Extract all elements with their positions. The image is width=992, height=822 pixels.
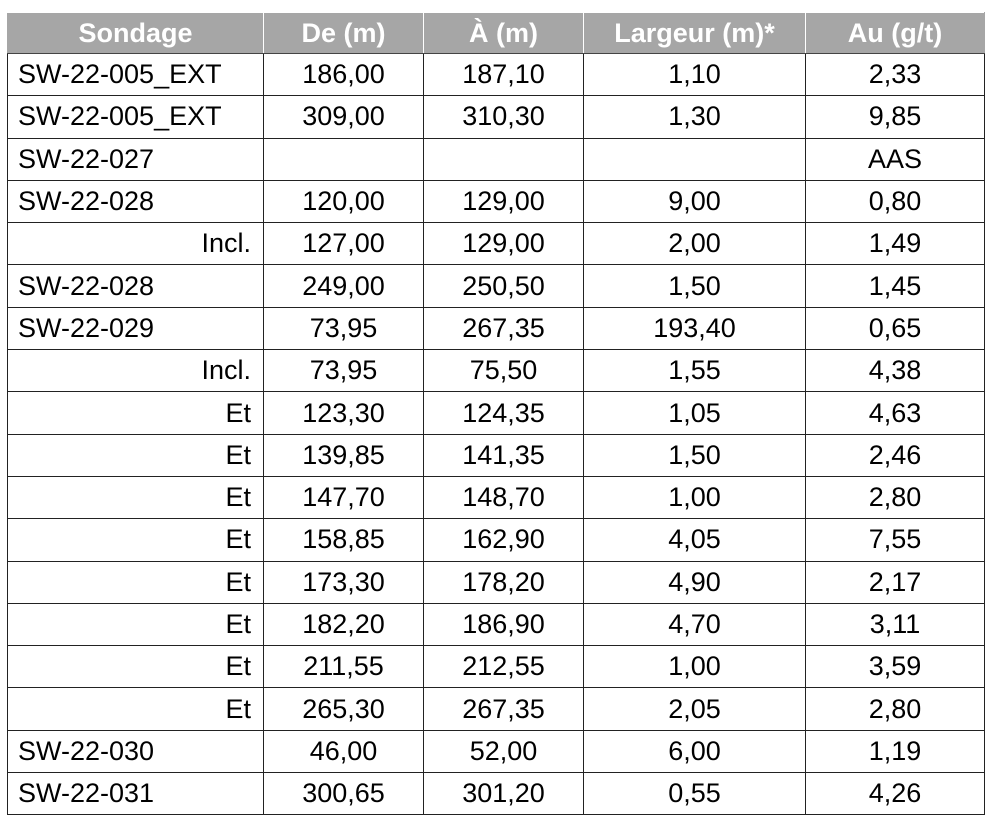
cell-gold-grade: 3,59 [806, 646, 985, 688]
cell-from: 300,65 [264, 773, 424, 815]
cell-gold-grade: 3,11 [806, 603, 985, 645]
cell-gold-grade: 7,55 [806, 519, 985, 561]
cell-sondage: SW-22-005_EXT [8, 54, 264, 96]
cell-gold-grade: 0,65 [806, 307, 985, 349]
cell-gold-grade: 9,85 [806, 96, 985, 138]
cell-to: 250,50 [424, 265, 584, 307]
table-row [8, 434, 985, 476]
cell-width: 1,00 [584, 476, 806, 518]
cell-to: 267,35 [424, 688, 584, 730]
cell-sondage: Et [8, 561, 264, 603]
cell-sondage: SW-22-028 [8, 180, 264, 222]
table-row [8, 730, 985, 772]
cell-to: 52,00 [424, 730, 584, 772]
cell-to: 129,00 [424, 180, 584, 222]
cell-width: 193,40 [584, 307, 806, 349]
cell-gold-grade: 2,80 [806, 688, 985, 730]
drill-results-table [7, 12, 985, 815]
table-row [8, 773, 985, 815]
cell-gold-grade: 4,63 [806, 392, 985, 434]
cell-sondage: Incl. [8, 350, 264, 392]
table-row [8, 688, 985, 730]
table-row [8, 180, 985, 222]
cell-sondage: SW-22-029 [8, 307, 264, 349]
cell-gold-grade: 2,80 [806, 476, 985, 518]
cell-width [584, 138, 806, 180]
cell-width: 6,00 [584, 730, 806, 772]
table-row [8, 519, 985, 561]
table-row [8, 223, 985, 265]
cell-width: 1,55 [584, 350, 806, 392]
cell-to: 187,10 [424, 54, 584, 96]
cell-from: 249,00 [264, 265, 424, 307]
cell-sondage: Et [8, 646, 264, 688]
cell-to: 301,20 [424, 773, 584, 815]
cell-sondage: SW-22-027 [8, 138, 264, 180]
cell-from: 73,95 [264, 307, 424, 349]
cell-from [264, 138, 424, 180]
cell-from: 182,20 [264, 603, 424, 645]
cell-from: 46,00 [264, 730, 424, 772]
header-sondage: Sondage [8, 13, 264, 54]
header-to: À (m) [424, 13, 584, 54]
table-row [8, 646, 985, 688]
cell-from: 309,00 [264, 96, 424, 138]
cell-width: 4,90 [584, 561, 806, 603]
cell-gold-grade: 4,38 [806, 350, 985, 392]
drill-results-table-container [7, 12, 984, 815]
cell-width: 4,05 [584, 519, 806, 561]
cell-from: 211,55 [264, 646, 424, 688]
cell-from: 127,00 [264, 223, 424, 265]
cell-sondage: Incl. [8, 223, 264, 265]
header-width: Largeur (m)* [584, 13, 806, 54]
cell-width: 0,55 [584, 773, 806, 815]
cell-gold-grade: 2,46 [806, 434, 985, 476]
table-row [8, 138, 985, 180]
cell-gold-grade: 1,49 [806, 223, 985, 265]
cell-sondage: Et [8, 603, 264, 645]
cell-from: 265,30 [264, 688, 424, 730]
table-row [8, 307, 985, 349]
cell-gold-grade: 2,17 [806, 561, 985, 603]
cell-gold-grade: 0,80 [806, 180, 985, 222]
cell-sondage: SW-22-028 [8, 265, 264, 307]
table-row [8, 350, 985, 392]
cell-from: 123,30 [264, 392, 424, 434]
cell-width: 2,05 [584, 688, 806, 730]
table-row [8, 603, 985, 645]
cell-width: 1,05 [584, 392, 806, 434]
table-row [8, 561, 985, 603]
cell-to: 124,35 [424, 392, 584, 434]
cell-gold-grade: 1,45 [806, 265, 985, 307]
table-body [8, 54, 985, 815]
cell-sondage: Et [8, 519, 264, 561]
table-row [8, 54, 985, 96]
cell-to: 212,55 [424, 646, 584, 688]
cell-width: 2,00 [584, 223, 806, 265]
cell-from: 139,85 [264, 434, 424, 476]
cell-width: 4,70 [584, 603, 806, 645]
cell-width: 9,00 [584, 180, 806, 222]
cell-sondage: SW-22-005_EXT [8, 96, 264, 138]
cell-width: 1,10 [584, 54, 806, 96]
cell-from: 158,85 [264, 519, 424, 561]
cell-sondage: SW-22-030 [8, 730, 264, 772]
cell-to: 148,70 [424, 476, 584, 518]
cell-to: 178,20 [424, 561, 584, 603]
cell-width: 1,50 [584, 265, 806, 307]
cell-gold-grade: 4,26 [806, 773, 985, 815]
cell-sondage: Et [8, 434, 264, 476]
cell-width: 1,30 [584, 96, 806, 138]
cell-to: 75,50 [424, 350, 584, 392]
table-row [8, 392, 985, 434]
cell-sondage: Et [8, 392, 264, 434]
cell-to [424, 138, 584, 180]
table-header [8, 13, 985, 54]
table-row [8, 96, 985, 138]
cell-to: 141,35 [424, 434, 584, 476]
cell-from: 73,95 [264, 350, 424, 392]
cell-to: 310,30 [424, 96, 584, 138]
cell-width: 1,00 [584, 646, 806, 688]
cell-sondage: Et [8, 476, 264, 518]
cell-from: 173,30 [264, 561, 424, 603]
cell-to: 129,00 [424, 223, 584, 265]
cell-gold-grade: 2,33 [806, 54, 985, 96]
cell-width: 1,50 [584, 434, 806, 476]
cell-from: 120,00 [264, 180, 424, 222]
table-row [8, 476, 985, 518]
cell-to: 267,35 [424, 307, 584, 349]
cell-to: 162,90 [424, 519, 584, 561]
cell-gold-grade: AAS [806, 138, 985, 180]
cell-gold-grade: 1,19 [806, 730, 985, 772]
cell-from: 186,00 [264, 54, 424, 96]
cell-sondage: Et [8, 688, 264, 730]
header-gold-grade: Au (g/t) [806, 13, 985, 54]
header-row [8, 13, 985, 54]
cell-sondage: SW-22-031 [8, 773, 264, 815]
table-row [8, 265, 985, 307]
cell-from: 147,70 [264, 476, 424, 518]
cell-to: 186,90 [424, 603, 584, 645]
header-from: De (m) [264, 13, 424, 54]
